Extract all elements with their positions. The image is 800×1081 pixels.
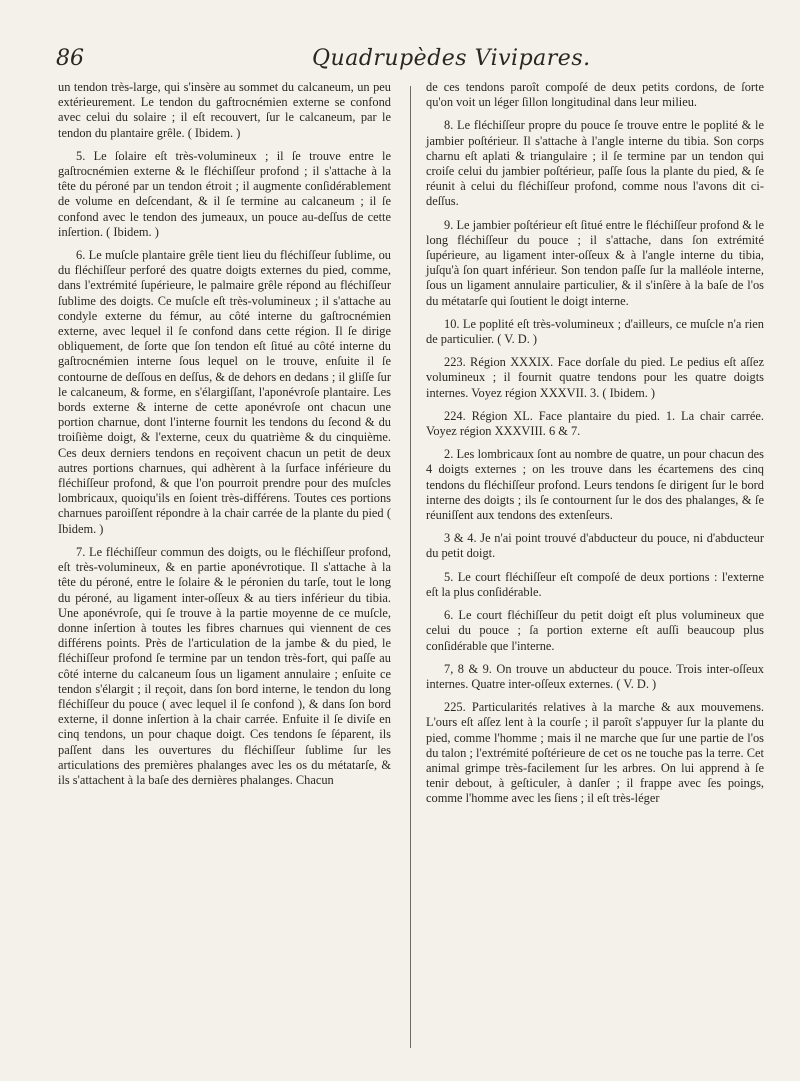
page-number: 86 <box>56 46 84 71</box>
paragraph: un tendon très-large, qui s'insère au sommet du calcaneum, un peu extérieurement. Le tendon du gaftrocnémien externe se confond avec celui du solaire ; il eſt recouvert, ſur le calcaneum, par le tendon du plantaire grêle. ( Ibidem. ) <box>58 80 391 140</box>
paragraph: 7, 8 & 9. On trouve un abducteur du pouce. Trois inter-oſſeux internes. Quatre inter-oſſeux externes. ( V. D. ) <box>426 661 764 691</box>
paragraph: 224. Région XL. Face plantaire du pied. 1. La chair carrée. Voyez région XXXVIII. 6 & 7. <box>426 408 764 439</box>
paragraph: 9. Le jambier poſtérieur eſt ſitué entre le fléchiſſeur profond & le long fléchiſſeur du pouce ; il s'attache, dans ſon extrémité ſupérieure, au ligament inter-oſſeux & à l'angle interne du tibia, juſqu'à ſon quart inférieur. Son tendon paſſe ſur la malléole interne, ſous un ligament annulaire particulier, & il s'inſère à la baſe de l'os du métatarſe qui ſoutient le doigt interne. <box>426 217 764 308</box>
paragraph: 225. Particularités relatives à la marche & aux mouvemens. L'ours eſt aſſez lent à la courſe ; il paroît s'appuyer ſur la plante du pied, comme l'homme ; mais il ne marche que ſur une partie de l'os du talon ; l'extrémité poſtérieure de cet os ne touche pas la terre. Cet animal grimpe très-facilement ſur les arbres. On lui apprend à ſe tenir debout, à geſticuler, à danſer ; il frappe avec ſes poings, comme l'homme avec les ſiens ; il eſt très-léger <box>426 700 764 806</box>
paragraph: 6. Le muſcle plantaire grêle tient lieu du fléchiſſeur ſublime, ou du fléchiſſeur perforé des quatre doigts externes du pied, comme, dans l'extrémité ſupérieure, le palmaire grêle répond au fléchiſſeur ſublime des doigts. Ce muſcle eſt très-volumineux ; il s'attache au condyle externe du fémur, au côté interne du gaſtrocnémien externe, avec lequel il ſe confond dans cette région. Il ſe dirige obliquement, de ſorte que ſon tendon eſt ſitué au côté interne du gaſtrocnémien interne ſous lequel on le trouve, enſuite il ſe contourne de deſſous en deſſus, & de dehors en dedans ; il gliſſe ſur le calcaneum, & forme, en s'élargiſſant, l'aponévroſe plantaire. Les bords externe & interne de cette aponévroſe ont chacun une portion charnue, dont l'interne fournit les tendons du ſecond & du troiſième doigt, & l'externe, ceux du quatrième & du cinquième. Ces deux derniers tendons en reçoivent chacun un petit de deux autres portions charnues, qui adhèrent à la ſurface inférieure du fléchiſſeur profond, & que l'on pourroit prendre pour des muſcles lombricaux, quoiqu'ils en ſoient très-différens. Toutes ces portions charnues paroiſſent répondre à la chair carrée de la plante du pied ( Ibidem. ) <box>58 248 391 536</box>
paragraph: 10. Le poplité eſt très-volumineux ; d'ailleurs, ce muſcle n'a rien de particulier. ( V. D. ) <box>426 316 764 347</box>
paragraph: 5. Le court fléchiſſeur eſt compoſé de deux portions : l'externe eſt la plus conſidérable. <box>426 569 764 599</box>
paragraph: de ces tendons paroît compoſé de deux petits cordons, de ſorte qu'on voit un léger ſillon longitudinal dans leur milieu. <box>426 80 764 110</box>
paragraph: 5. Le ſolaire eſt très-volumineux ; il ſe trouve entre le gaſtrocnémien externe & le fléchiſſeur profond ; il s'attache à la tête du péroné par un tendon étroit ; il augmente conſidérablement de volume en deſcendant, & il ſe termine au calcaneum ; il ſe confond avec le tendon des jumeaux, un pouce au-deſſus de cette inſertion. ( Ibidem. ) <box>58 148 391 239</box>
paragraph: 6. Le court fléchiſſeur du petit doigt eſt plus volumineux que celui du pouce ; ſa portion externe eſt auſſi beaucoup plus conſidérable que l'interne. <box>426 608 764 653</box>
running-title: Quadrupèdes Vivipares. <box>312 46 591 71</box>
page-header <box>54 44 754 80</box>
right-column <box>426 80 764 815</box>
paragraph: 8. Le fléchiſſeur propre du pouce ſe trouve entre le poplité & le jambier poſtérieur. Il s'attache à l'angle interne du tibia. Son corps charnu eſt aplati & triangulaire ; il ſe termine par un tendon qui croiſe celui du jambier poſtérieur, paſſe ſous la plante du pied, & ſe réunit à celui du fléchiſſeur profond, comme nous l'avons dit ci-deſſus. <box>426 118 764 209</box>
left-column <box>58 80 391 796</box>
paragraph: 223. Région XXXIX. Face dorſale du pied. Le pedius eſt aſſez volumineux ; il fournit quatre tendons pour les quatre doigts internes. Voyez région XXXVII. 3. ( Ibidem. ) <box>426 355 764 400</box>
paragraph: 2. Les lombricaux ſont au nombre de quatre, un pour chacun des 4 doigts externes ; on les trouve dans les écartemens des cinq tendons du fléchiſſeur profond. Leurs tendons ſe dirigent ſur le bord interne des doigts ; ils ſe contournent ſur le dos des phalanges, & ſe réuniſſent aux tendons des extenſeurs. <box>426 447 764 523</box>
paragraph: 7. Le fléchiſſeur commun des doigts, ou le fléchiſſeur profond, eſt très-volumineux, & en partie aponévrotique. Il s'attache à la tête du péroné, entre le ſolaire & le péronien du tarſe, tout le long du péroné, au ligament inter-oſſeux & au tiers inférieur du tibia. Une aponévroſe, qui ſe trouve à la partie moyenne de ce muſcle, donne inſertion à toutes les fibres charnues qui viennent de ces différens points. Près de l'articulation de la jambe & du pied, le fléchiſſeur profond ſe termine par un tendon très-fort, qui paſſe au côté interne du calcaneum ſous un ligament annulaire ; enſuite ce tendon s'élargit ; il reçoit, dans ſon bord interne, le tendon du long fléchiſſeur du pouce ( avec lequel il ſe confond ), & dans ſon bord externe, il donne inſertion à la chair carrée. Enfuite il ſe diviſe en cinq tendons, un pour chaque doigt. Ces tendons ſe ſéparent, ils paſſent dans les ouvertures du fléchiſſeur ſublime ſur les articulations des premières phalanges avec les os du métatarſe, & ils s'attachent à la baſe des dernières phalanges. Chacun <box>58 544 391 787</box>
column-divider <box>410 86 411 1048</box>
paragraph: 3 & 4. Je n'ai point trouvé d'abducteur du pouce, ni d'abducteur du petit doigt. <box>426 531 764 561</box>
